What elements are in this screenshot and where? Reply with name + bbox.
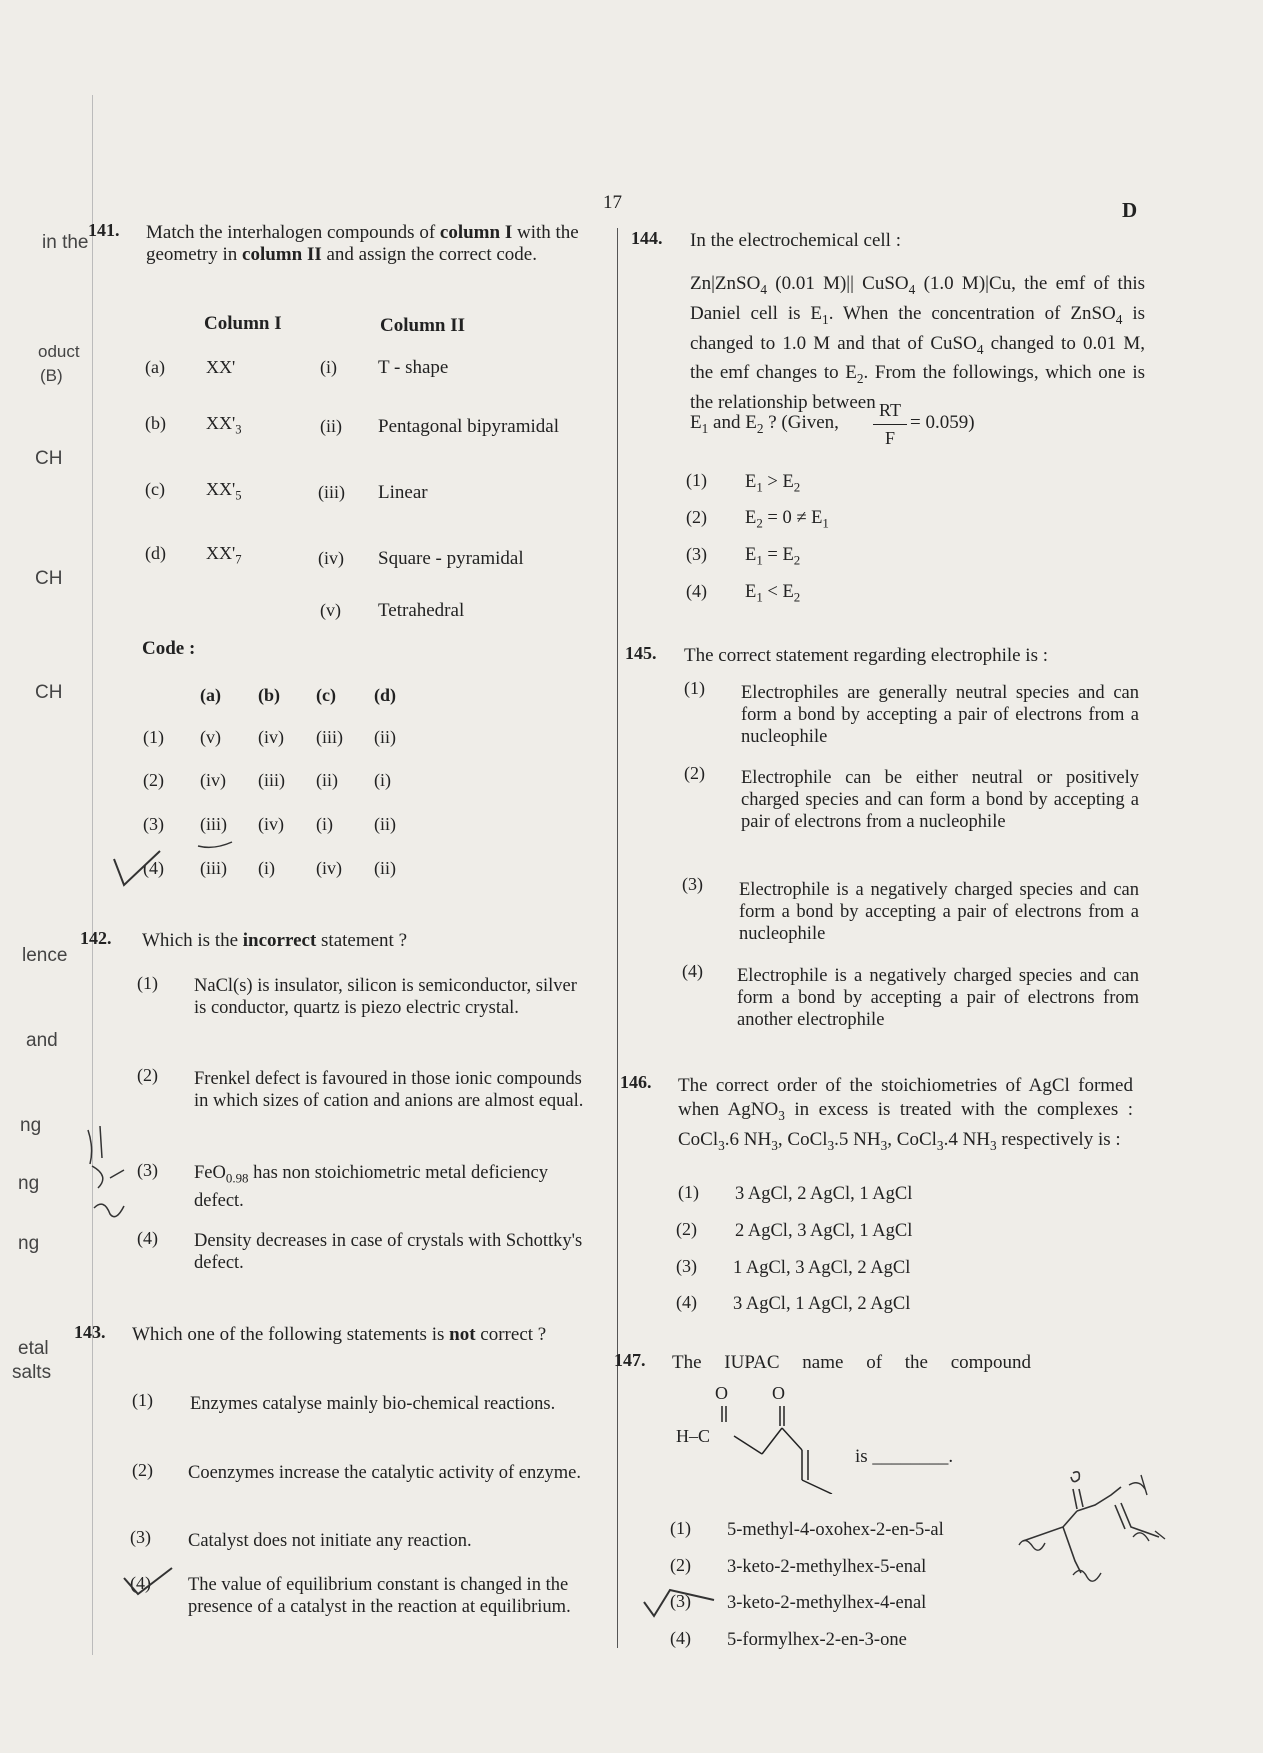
code-cell: (iv) [200, 770, 226, 790]
margin-text: ng [18, 1233, 40, 1254]
question-text: Which is the incorrect statement ? [142, 930, 408, 951]
margin-text: lence [22, 945, 68, 966]
margin-text: in the [42, 232, 89, 253]
left-margin-rule [92, 95, 93, 1655]
fraction-numerator: RT [879, 400, 901, 420]
option-number: (1) [132, 1390, 153, 1410]
match-text: Linear [378, 482, 428, 503]
question-number: 143. [74, 1322, 106, 1342]
code-cell: (iv) [316, 858, 342, 878]
code-header: (a) [200, 685, 221, 705]
margin-text: etal [18, 1338, 49, 1359]
question-number: 144. [631, 228, 663, 248]
option-number: (4) [137, 1228, 158, 1248]
question-number: 146. [620, 1072, 652, 1092]
code-cell: (i) [316, 814, 333, 834]
option-text: $E_1 > E_2$ [745, 472, 801, 495]
margin-text: (B) [40, 366, 63, 385]
match-label: (a) [145, 357, 165, 377]
option-text: 3 AgCl, 2 AgCl, 1 AgCl [735, 1184, 913, 1204]
handwritten-scribble-mark [80, 1118, 140, 1228]
fill-in-blank: is ________. [855, 1446, 954, 1467]
page-number: 17 [603, 192, 622, 213]
match-text: Pentagonal bipyramidal [378, 416, 559, 437]
margin-text: and [26, 1030, 58, 1051]
option-text: Electrophiles are generally neutral species and can form a bond by accepting a pair of electrons from a nucleophile [741, 683, 1139, 747]
option-number: (2) [684, 763, 705, 783]
option-number: (4) [670, 1628, 691, 1648]
margin-text: ng [20, 1115, 42, 1136]
option-number: (4) [686, 581, 707, 601]
question-text: The correct order of the stoichiometries of AgCl formed when AgNO$_3$ in excess is treated with the complexes : CoCl$_3$.6 $NH_3$, CoCl$_3$.5 $NH_3$, CoCl$_3$.4 $NH_3$ respectively is : [678, 1075, 1133, 1153]
option-text: Coenzymes increase the catalytic activity of enzyme. [188, 1463, 581, 1483]
option-text: $E_1 = E_2$ [745, 545, 801, 568]
option-number: (3) [670, 1591, 691, 1611]
match-label: (d) [145, 543, 166, 563]
match-label: (v) [320, 600, 341, 620]
option-number: (3) [682, 874, 703, 894]
option-number: (4) [130, 1573, 151, 1593]
code-cell: (iii) [258, 770, 285, 790]
option-number: (3) [137, 1160, 158, 1180]
option-number: (3) [686, 544, 707, 564]
fraction-denominator: F [884, 428, 895, 448]
code-cell: (ii) [316, 770, 338, 790]
option-number: (4) [682, 961, 703, 981]
option-text: NaCl(s) is insulator, silicon is semiconductor, silver is conductor, quartz is piezo electric crystal. [194, 976, 577, 1018]
option-text: Frenkel defect is favoured in those ionic compounds in which sizes of cation and anions are almost equal. [194, 1069, 584, 1111]
option-number: (1) [686, 470, 707, 490]
option-number: (1) [670, 1518, 691, 1538]
option-text: FeO$_{0.98}$ has non stoichiometric metal deficiency defect. [194, 1163, 549, 1211]
option-text: The value of equilibrium constant is changed in the presence of a catalyst in the reaction at equilibrium. [188, 1575, 571, 1617]
code-cell: (iii) [200, 814, 227, 834]
match-label: (i) [320, 357, 337, 377]
question-number: 147. [614, 1350, 646, 1370]
handwritten-structure-sketch [1015, 1465, 1215, 1605]
question-text: Which one of the following statements is not correct ? [132, 1324, 547, 1345]
match-label: (c) [145, 479, 165, 499]
structure-label: H–C [676, 1426, 711, 1446]
option-text: 5-methyl-4-oxohex-2-en-5-al [727, 1520, 944, 1540]
code-header: (b) [258, 685, 280, 705]
option-text: Catalyst does not initiate any reaction. [188, 1531, 472, 1551]
fraction-bar [873, 424, 907, 425]
code-cell: (ii) [374, 727, 396, 747]
question-text: The IUPAC name of the compound [672, 1352, 1031, 1373]
handwritten-tick-mark [640, 1582, 720, 1622]
question-text: $E_1$ and $E_2$ ? (Given, [690, 412, 839, 436]
option-number: (2) [676, 1219, 697, 1239]
option-number: (3) [130, 1527, 151, 1547]
option-text: Electrophile can be either neutral or positively charged species and can form a bond by accepting a pair of electrons from a nucleophile [741, 768, 1139, 832]
match-text: Tetrahedral [378, 600, 465, 621]
margin-text: ng [18, 1173, 40, 1194]
code-cell: (ii) [374, 814, 396, 834]
option-number: (2) [137, 1065, 158, 1085]
margin-text: CH [35, 682, 63, 703]
code-cell: (i) [258, 858, 275, 878]
match-label: (b) [145, 413, 166, 433]
column-divider [617, 228, 618, 1648]
option-number: (3) [676, 1256, 697, 1276]
option-text: 2 AgCl, 3 AgCl, 1 AgCl [735, 1221, 913, 1241]
match-formula: $XX'_3$ [206, 413, 242, 437]
margin-text: oduct [38, 342, 80, 361]
match-formula: XX' [206, 357, 236, 377]
match-label: (iv) [318, 548, 344, 568]
question-text: = 0.059) [910, 412, 975, 433]
question-text: Zn|ZnSO$_4$ (0.01 M)|| CuSO$_4$ (1.0 M)|Cu, the emf of this Daniel cell is $E_1$. When the concentration of ZnSO$_4$ is changed to 1.0 M and that of CuSO$_4$ changed to 0.01 M, the emf changes to $E_2$. From the followings, which one is the relationship between [690, 273, 1145, 414]
option-number: (1) [678, 1182, 699, 1202]
question-text: The correct statement regarding electrophile is : [684, 645, 1049, 666]
margin-text: CH [35, 568, 63, 589]
option-text: Density decreases in case of crystals with Schottky's defect. [194, 1231, 583, 1273]
structure-label: O [772, 1383, 785, 1403]
option-number: (1) [684, 678, 705, 698]
option-text: Electrophile is a negatively charged species and can form a bond by accepting a pair of electrons from another electrophile [737, 966, 1139, 1030]
option-number: (3) [143, 814, 164, 834]
question-text: In the electrochemical cell : [690, 230, 901, 251]
code-cell: (iii) [200, 858, 227, 878]
match-label: (ii) [320, 416, 342, 436]
match-text: Square - pyramidal [378, 548, 524, 569]
option-number: (2) [670, 1555, 691, 1575]
option-text: Electrophile is a negatively charged species and can form a bond by accepting a pair of electrons from a nucleophile [739, 880, 1139, 944]
question-number: 145. [625, 643, 657, 663]
column-header: Column II [380, 315, 465, 336]
option-text: $E_1 < E_2$ [745, 582, 801, 605]
column-header: Column I [204, 313, 282, 334]
option-number: (4) [676, 1292, 697, 1312]
handwritten-tick-mark [120, 1564, 180, 1598]
option-text: $E_2 = 0 \ne E_1$ [745, 508, 829, 531]
code-header: (c) [316, 685, 336, 705]
option-text: 1 AgCl, 3 AgCl, 2 AgCl [733, 1258, 911, 1278]
handwritten-tick-mark [110, 845, 170, 893]
match-text: T - shape [378, 357, 449, 378]
code-cell: (iv) [258, 814, 284, 834]
option-text: 3-keto-2-methylhex-4-enal [727, 1593, 927, 1613]
option-text: Enzymes catalyse mainly bio-chemical reactions. [190, 1394, 556, 1414]
code-label: Code : [142, 638, 196, 659]
match-formula: $XX'_7$ [206, 543, 242, 567]
option-number: (2) [686, 507, 707, 527]
match-label: (iii) [318, 482, 345, 502]
option-number: (1) [143, 727, 164, 747]
question-text: Match the interhalogen compounds of column I with the geometry in column II and assign the correct code. [146, 222, 579, 265]
code-cell: (i) [374, 770, 391, 790]
code-cell: (ii) [374, 858, 396, 878]
question-number: 142. [80, 928, 112, 948]
code-cell: (iii) [316, 727, 343, 747]
structure-label: O [715, 1383, 728, 1403]
handwritten-underline-mark [196, 838, 236, 852]
option-text: 5-formylhex-2-en-3-one [727, 1630, 907, 1650]
option-text: 3 AgCl, 1 AgCl, 2 AgCl [733, 1294, 911, 1314]
margin-text: salts [12, 1362, 52, 1383]
code-cell: (v) [200, 727, 221, 747]
code-cell: (iv) [258, 727, 284, 747]
option-number: (2) [132, 1460, 153, 1480]
margin-text: CH [35, 448, 63, 469]
set-code: D [1122, 198, 1138, 222]
option-text: 3-keto-2-methylhex-5-enal [727, 1557, 927, 1577]
option-number: (4) [143, 858, 164, 878]
question-number: 141. [88, 220, 120, 240]
code-header: (d) [374, 685, 396, 705]
option-number: (2) [143, 770, 164, 790]
option-number: (1) [137, 973, 158, 993]
match-formula: $XX'_5$ [206, 479, 242, 503]
